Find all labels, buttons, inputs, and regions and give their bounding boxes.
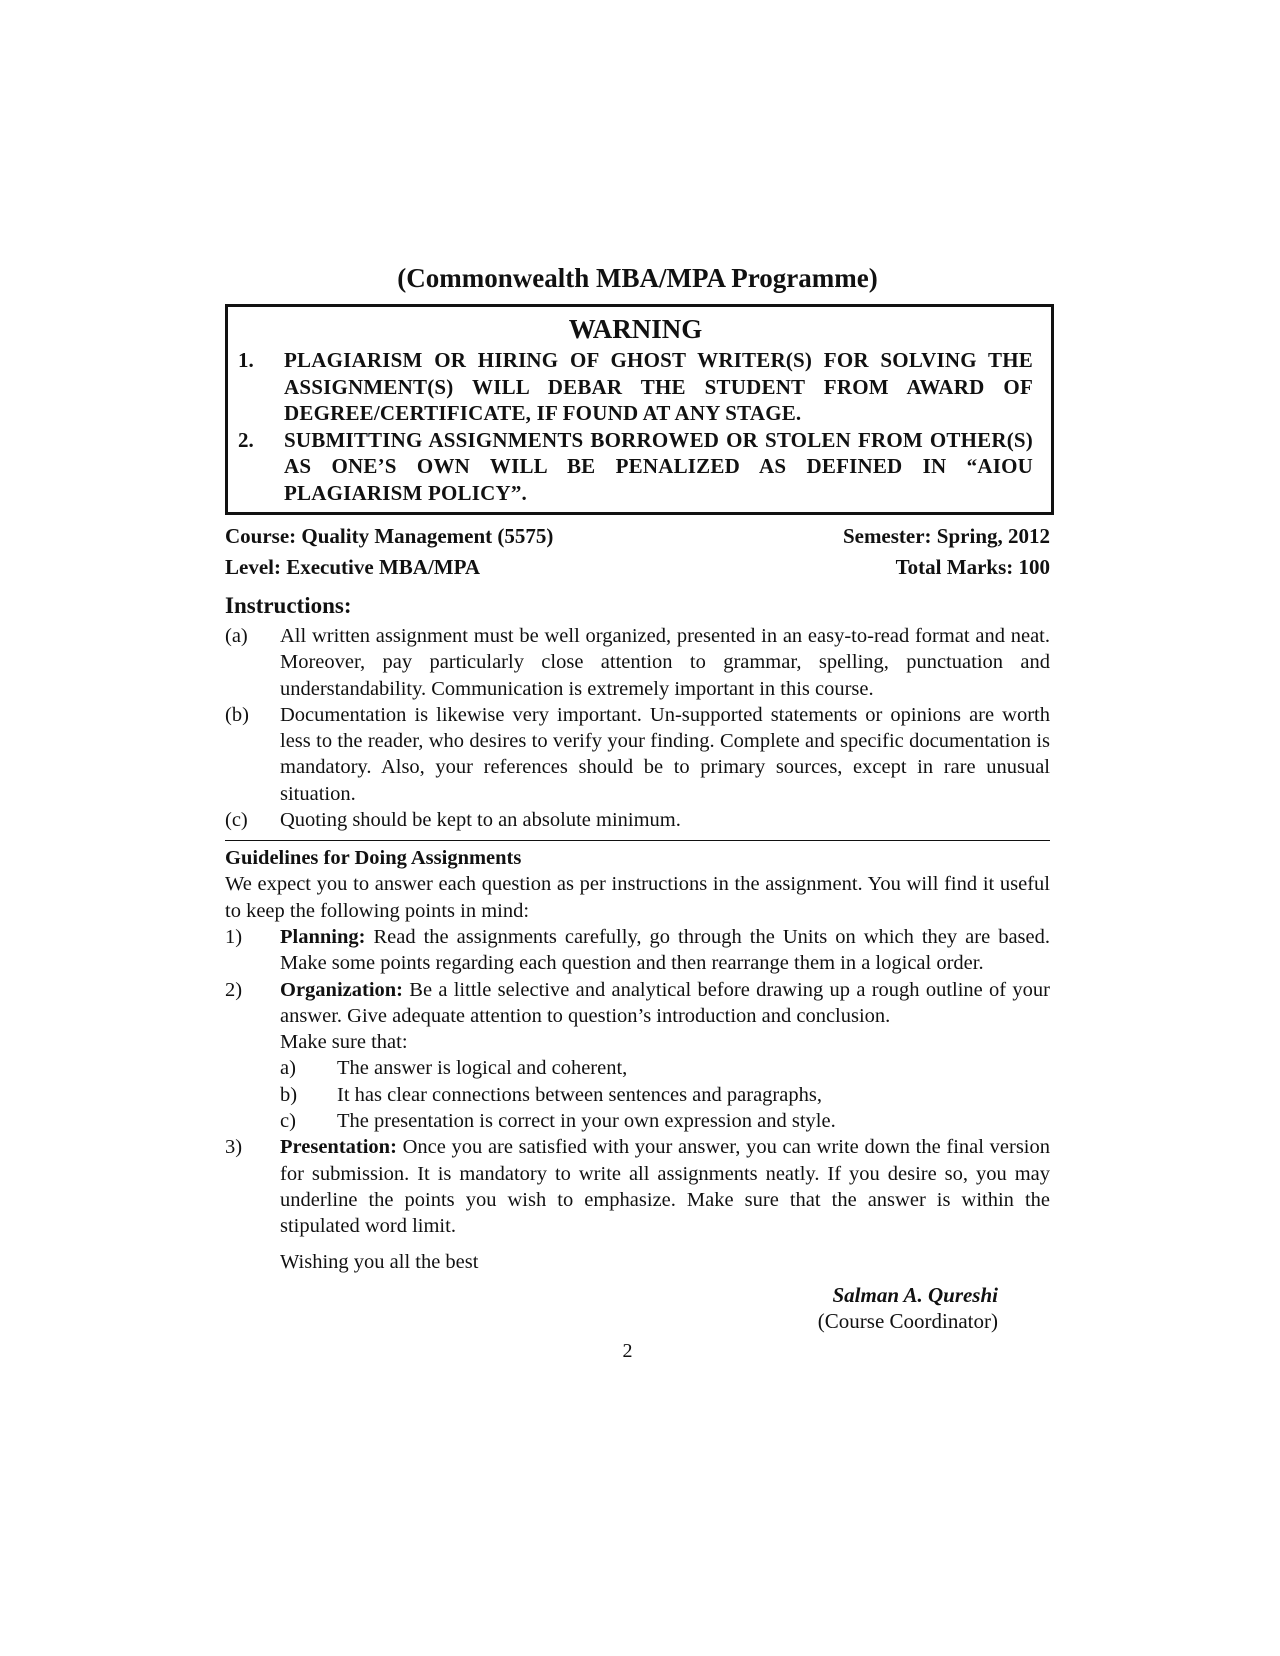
page-content: [225, 258, 1050, 1364]
warning-item-text: PLAGIARISM OR HIRING OF GHOST WRITER(S) FOR SOLVING THE ASSIGNMENT(S) WILL DEBAR THE STUDENT FROM AWARD OF DEGREE/CERTIFICATE, IF FOUND AT ANY STAGE.: [284, 348, 1033, 425]
instruction-item: [225, 623, 1050, 702]
semester-label: Semester: Spring, 2012: [842, 524, 1050, 548]
guideline-body: Be a little selective and analytical before drawing up a rough outline of your answer. Give adequate attention to question’s introduction and conclusion.: [280, 978, 1050, 1027]
make-sure-label: c): [280, 1110, 296, 1133]
instruction-label: (b): [225, 703, 249, 726]
course-label: Course: Quality Management (5575): [225, 524, 554, 548]
level-meta-row: [225, 552, 1050, 583]
warning-item: [238, 347, 1033, 427]
guidelines-heading: Guidelines for Doing Assignments: [225, 847, 522, 870]
instruction-text: Documentation is likewise very important. Un-supported statements or opinions are worth less to the reader, who desires to verify your finding. Complete and specific documentation is mandatory. Also, your references should be to primary sources, except in rare unusual situation.: [280, 703, 1050, 805]
level-label: Level: Executive MBA/MPA: [225, 555, 481, 579]
instruction-label: (c): [225, 809, 248, 832]
instruction-text: All written assignment must be well organized, presented in an easy-to-read format and neat. Moreover, pay particularly close attention to grammar, spelling, punctuation and understandability. Communication is extremely important in this course.: [280, 625, 1050, 700]
warning-item: [238, 427, 1033, 507]
guideline-term: Presentation:: [280, 1136, 397, 1159]
guideline-label: 2): [225, 978, 243, 1001]
guideline-text: [280, 1134, 1050, 1239]
guideline-label: 3): [225, 1136, 243, 1159]
warning-box: [225, 304, 1054, 515]
signature-block: [225, 1282, 1050, 1334]
make-sure-item-text: The answer is logical and coherent,: [337, 1057, 628, 1080]
course-meta-row: [225, 521, 1050, 552]
instruction-label: (a): [225, 625, 248, 647]
make-sure-label: b): [280, 1083, 298, 1106]
guideline-text: [280, 977, 1050, 1030]
make-sure-item-text: It has clear connections between sentences and paragraphs,: [337, 1083, 822, 1106]
guideline-text: [280, 924, 1050, 977]
make-sure-text: Make sure that:: [280, 1031, 408, 1054]
make-sure-item: [280, 1082, 1050, 1108]
guideline-item: [225, 977, 1050, 1030]
guideline-term: Planning:: [280, 925, 366, 948]
warning-item-number: 2.: [238, 427, 254, 452]
coordinator-name: Salman A. Qureshi: [832, 1282, 998, 1307]
programme-title: (Commonwealth MBA/MPA Programme): [397, 263, 878, 293]
section-divider: [225, 840, 1050, 841]
warning-title: WARNING: [568, 314, 703, 344]
warning-item-text: SUBMITTING ASSIGNMENTS BORROWED OR STOLEN FROM OTHER(S) AS ONE’S OWN WILL BE PENALIZED AS DEFINED IN “AIOU PLAGIARISM POLICY”.: [284, 427, 1033, 505]
guideline-term: Organization:: [280, 978, 403, 1001]
instruction-item: [225, 807, 1050, 833]
guideline-label: 1): [225, 925, 243, 948]
make-sure-item-text: The presentation is correct in your own expression and style.: [337, 1110, 836, 1133]
make-sure-label: a): [280, 1057, 296, 1080]
instruction-item: [225, 702, 1050, 807]
guideline-body: Once you are satisfied with your answer, you can write down the final version for submission. It is mandatory to write all assignments neatly. If you desire so, you may underline the points you wish to emphasize. Make sure that the answer is within the stipulated word limit.: [280, 1136, 1050, 1238]
instruction-text: Quoting should be kept to an absolute minimum.: [280, 809, 681, 832]
guidelines-intro: We expect you to answer each question as per instructions in the assignment. You will find it useful to keep the following points in mind:: [225, 873, 1050, 922]
guideline-item: [225, 924, 1050, 977]
make-sure-item: [280, 1108, 1050, 1134]
warning-item-number: 1.: [238, 348, 254, 372]
coordinator-role: (Course Coordinator): [817, 1308, 998, 1333]
page-number: 2: [622, 1339, 633, 1362]
closing-wish: Wishing you all the best: [280, 1250, 479, 1273]
make-sure-item: [280, 1055, 1050, 1081]
guideline-item: [225, 1134, 1050, 1239]
make-sure-row: [225, 1029, 1050, 1055]
total-marks-label: Total Marks: 100: [895, 555, 1050, 579]
instructions-heading: Instructions:: [225, 593, 352, 618]
guideline-body: Read the assignments carefully, go through the Units on which they are based. Make some points regarding each question and then rearrange them in a logical order.: [280, 925, 1050, 975]
